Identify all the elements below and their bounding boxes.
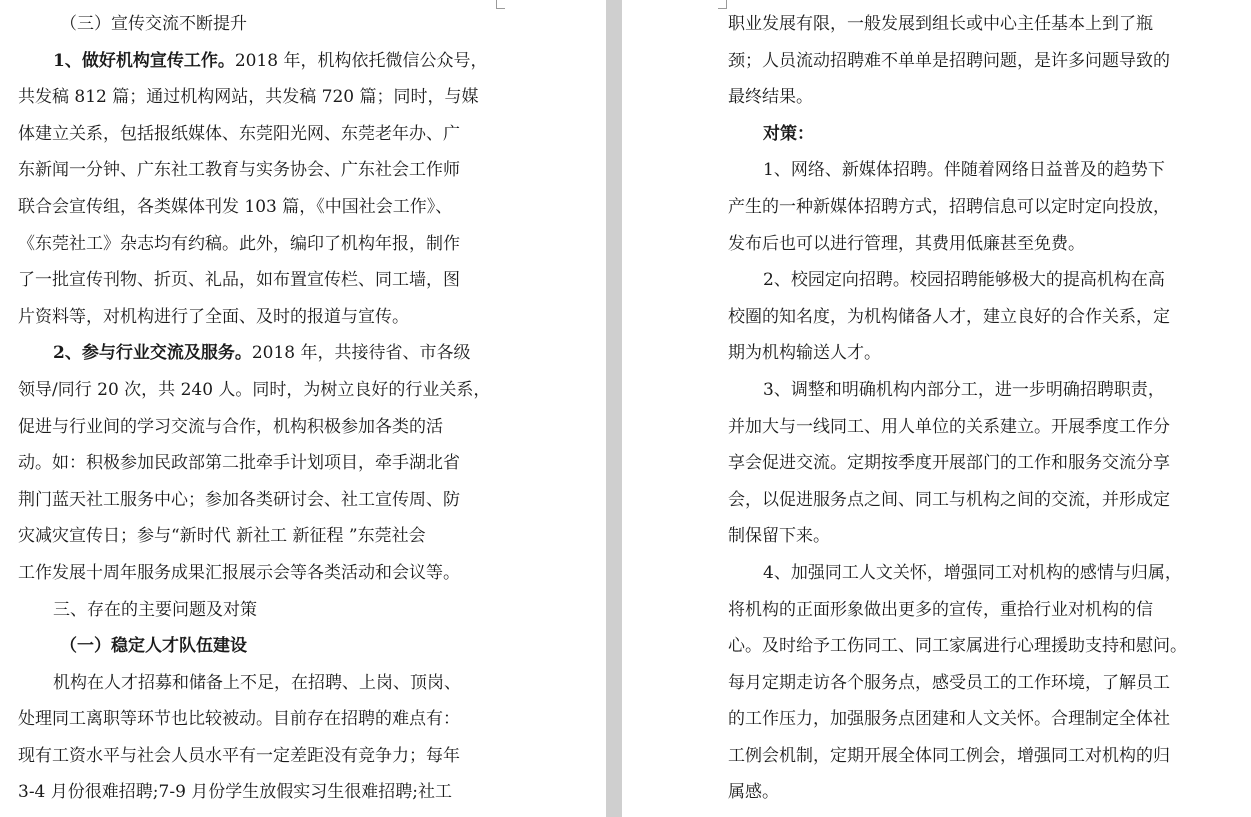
text-run: 体建立关系，包括报纸媒体、东莞阳光网、东莞老年办、广 xyxy=(18,123,460,144)
text-line xyxy=(18,774,504,811)
text-run: 2018 年，共接待省、市各级 xyxy=(251,343,471,364)
text-run: 的工作压力，加强服务点团建和人文关怀。合理制定全体社 xyxy=(728,709,1170,730)
text-line xyxy=(728,189,1214,226)
text-line xyxy=(18,372,504,409)
text-line xyxy=(18,335,504,372)
text-run: 心。及时给予工伤同工、同工家属进行心理援助支持和慰问。 xyxy=(728,636,1187,657)
text-run: 职业发展有限，一般发展到组长或中心主任基本上到了瓶 xyxy=(728,14,1153,34)
text-run: 将机构的正面形象做出更多的宣传，重拾行业对机构的信 xyxy=(728,599,1153,620)
text-line xyxy=(728,665,1214,702)
text-run: 《东莞社工》杂志均有约稿。此外，编印了机构年报，制作 xyxy=(18,233,460,254)
text-line xyxy=(18,555,504,592)
bold-text-run: 2、参与行业交流及服务。 xyxy=(53,343,252,364)
text-run: 享会促进交流。定期按季度开展部门的工作和服务交流分享 xyxy=(728,453,1170,474)
text-run: 3、调整和明确机构内部分工，进一步明确招聘职责， xyxy=(763,379,1165,400)
text-run: 工作发展十周年服务成果汇报展示会等各类活动和会议等。 xyxy=(18,562,460,583)
text-line xyxy=(18,226,504,263)
text-line xyxy=(728,445,1214,482)
text-line xyxy=(728,335,1214,372)
text-line xyxy=(18,665,504,702)
text-line xyxy=(18,445,504,482)
text-run: 促进与行业间的学习交流与合作，机构积极参加各类的活 xyxy=(18,416,443,437)
text-run: 发布后也可以进行管理，其费用低廉甚至免费。 xyxy=(728,233,1085,254)
text-line xyxy=(18,738,504,775)
text-line xyxy=(18,299,504,336)
text-run: 东新闻一分钟、广东社工教育与实务协会、广东社会工作师 xyxy=(18,160,460,181)
text-line xyxy=(18,482,504,519)
text-line xyxy=(18,518,504,555)
text-run: 1、网络、新媒体招聘。伴随着网络日益普及的趋势下 xyxy=(763,160,1165,181)
text-line xyxy=(728,628,1214,665)
text-run: 片资料等，对机构进行了全面、及时的报道与宣传。 xyxy=(18,306,409,327)
text-run: 现有工资水平与社会人员水平有一定差距没有竞争力；每年 xyxy=(18,745,460,766)
text-run: 2、校园定向招聘。校园招聘能够极大的提高机构在高 xyxy=(763,270,1165,291)
text-run: 机构在人才招募和储备上不足，在招聘、上岗、顶岗、 xyxy=(53,672,461,693)
text-run: 2018 年，机构依托微信公众号， xyxy=(234,50,488,71)
text-run: 联合会宣传组，各类媒体刊发 103 篇，《中国社会工作》、 xyxy=(18,196,453,217)
page-text-column xyxy=(18,6,504,811)
text-line xyxy=(728,43,1214,80)
text-run: 会，以促进服务点之间、同工与机构之间的交流，并形成定 xyxy=(728,489,1170,510)
text-line xyxy=(18,43,504,80)
text-line xyxy=(728,592,1214,629)
text-line xyxy=(728,701,1214,738)
text-run: 制保留下来。 xyxy=(728,526,830,547)
text-run: （三）宣传交流不断提升 xyxy=(60,14,247,34)
text-run: 4、加强同工人文关怀，增强同工对机构的感情与归属， xyxy=(763,562,1182,583)
text-line xyxy=(18,152,504,189)
text-line xyxy=(728,299,1214,336)
text-line xyxy=(728,6,1214,43)
text-line xyxy=(728,226,1214,263)
document-page-right xyxy=(622,0,1251,817)
text-run: 三、存在的主要问题及对策 xyxy=(53,599,257,620)
text-line xyxy=(728,372,1214,409)
text-run: 处理同工离职等环节也比较被动。目前存在招聘的难点有： xyxy=(18,709,460,730)
text-line xyxy=(18,409,504,446)
text-run: 工例会机制，定期开展全体同工例会，增强同工对机构的归 xyxy=(728,745,1170,766)
text-line xyxy=(728,116,1214,153)
text-run: 校圈的知名度，为机构储备人才，建立良好的合作关系，定 xyxy=(728,306,1170,327)
text-run: 动。如：积极参加民政部第二批牵手计划项目，牵手湖北省 xyxy=(18,453,460,474)
text-line xyxy=(728,262,1214,299)
bold-text-run: 1、做好机构宣传工作。 xyxy=(53,50,235,71)
text-line xyxy=(18,701,504,738)
text-run: 3-4 月份很难招聘;7-9 月份学生放假实习生很难招聘;社工 xyxy=(18,782,453,803)
text-run: 灾减灾宣传日；参与“新时代 新社工 新征程 ”东莞社会 xyxy=(18,526,426,547)
text-line xyxy=(18,79,504,116)
text-line xyxy=(18,592,504,629)
page-gap xyxy=(606,0,622,817)
text-line xyxy=(728,738,1214,775)
text-line xyxy=(728,518,1214,555)
text-line xyxy=(18,262,504,299)
text-run: 荆门蓝天社工服务中心；参加各类研讨会、社工宣传周、防 xyxy=(18,489,460,510)
text-line xyxy=(728,555,1214,592)
text-line xyxy=(728,482,1214,519)
bold-text-run: （一）稳定人才队伍建设 xyxy=(60,636,247,657)
bold-text-run: 对策： xyxy=(763,123,814,144)
text-line xyxy=(728,409,1214,446)
text-line xyxy=(18,6,504,43)
margin-corner-mark xyxy=(718,0,727,9)
text-line xyxy=(728,79,1214,116)
text-line xyxy=(18,189,504,226)
text-run: 共发稿 812 篇；通过机构网站，共发稿 720 篇；同时，与媒 xyxy=(18,87,479,108)
text-run: 产生的一种新媒体招聘方式，招聘信息可以定时定向投放， xyxy=(728,196,1170,217)
page-text-column xyxy=(728,6,1214,811)
text-run: 属感。 xyxy=(728,782,779,803)
text-run: 并加大与一线同工、用人单位的关系建立。开展季度工作分 xyxy=(728,416,1170,437)
text-line xyxy=(728,152,1214,189)
text-line xyxy=(18,116,504,153)
text-run: 最终结果。 xyxy=(728,87,813,108)
text-run: 每月定期走访各个服务点，感受员工的工作环境，了解员工 xyxy=(728,672,1170,693)
text-line xyxy=(728,774,1214,811)
text-run: 领导/同行 20 次，共 240 人。同时，为树立良好的行业关系， xyxy=(18,379,491,400)
text-run: 了一批宣传刊物、折页、礼品，如布置宣传栏、同工墙，图 xyxy=(18,270,460,291)
text-line xyxy=(18,628,504,665)
document-page-left xyxy=(0,0,606,817)
text-run: 期为机构输送人才。 xyxy=(728,343,881,364)
text-run: 颈；人员流动招聘难不单单是招聘问题，是许多问题导致的 xyxy=(728,50,1170,71)
